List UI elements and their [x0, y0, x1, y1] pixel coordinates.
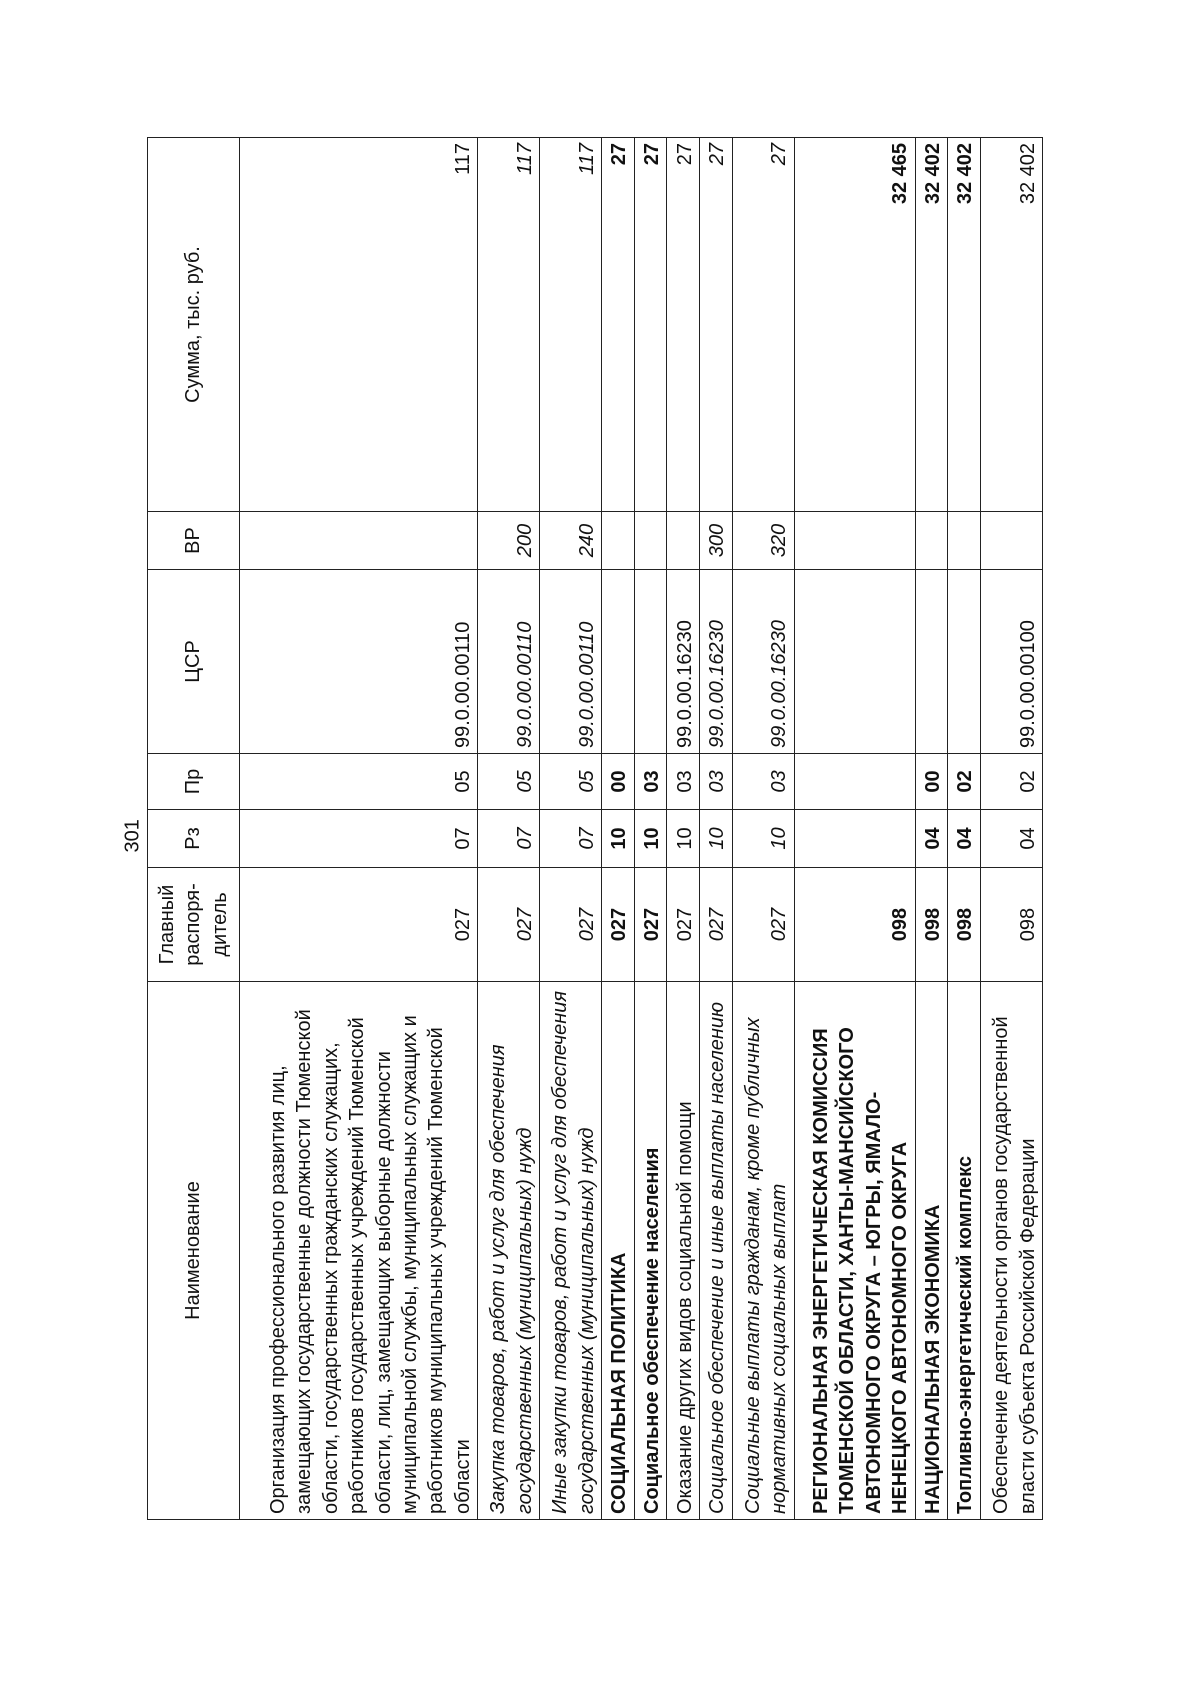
cell-csr: 99.0.00.00110 [540, 570, 602, 754]
cell-pr: 00 [602, 754, 635, 810]
table-row [634, 138, 667, 1520]
cell-gr: 027 [700, 868, 733, 982]
cell-pr [794, 754, 915, 810]
cell-gr: 027 [540, 868, 602, 982]
header-row [148, 138, 240, 1520]
cell-pr: 03 [634, 754, 667, 810]
cell-sum: 32 402 [980, 138, 1042, 512]
cell-name: Обеспечение деятельности органов государственной власти субъекта Российской Федерации [980, 982, 1042, 1520]
cell-name: Закупка товаров, работ и услуг для обеспечения государственных (муниципальных) нужд [478, 982, 540, 1520]
cell-pr: 03 [700, 754, 733, 810]
cell-pr: 02 [980, 754, 1042, 810]
cell-rz: 04 [980, 810, 1042, 868]
cell-vr: 240 [540, 512, 602, 570]
cell-sum: 32 402 [948, 138, 981, 512]
cell-sum: 32 402 [915, 138, 948, 512]
header-pr: Пр [148, 754, 240, 810]
cell-vr [240, 512, 478, 570]
cell-csr [794, 570, 915, 754]
cell-rz: 04 [915, 810, 948, 868]
cell-gr: 027 [602, 868, 635, 982]
table-row [794, 138, 915, 1520]
cell-sum: 117 [240, 138, 478, 512]
cell-name: Социальное обеспечение и иные выплаты населению [700, 982, 733, 1520]
cell-rz: 10 [667, 810, 700, 868]
table-row [667, 138, 700, 1520]
header-gr: Главный распоря-дитель [148, 868, 240, 982]
header-name: Наименование [148, 982, 240, 1520]
cell-vr: 320 [732, 512, 794, 570]
cell-rz: 10 [602, 810, 635, 868]
cell-pr: 05 [240, 754, 478, 810]
table-row [948, 138, 981, 1520]
cell-csr: 99.0.00.16230 [732, 570, 794, 754]
cell-pr: 00 [915, 754, 948, 810]
cell-rz: 10 [700, 810, 733, 868]
cell-csr [634, 570, 667, 754]
cell-csr [602, 570, 635, 754]
cell-csr: 99.0.00.16230 [667, 570, 700, 754]
cell-rz: 10 [732, 810, 794, 868]
cell-gr: 027 [240, 868, 478, 982]
table-row [540, 138, 602, 1520]
cell-gr: 098 [980, 868, 1042, 982]
cell-csr [948, 570, 981, 754]
cell-vr [667, 512, 700, 570]
table-row [915, 138, 948, 1520]
cell-rz: 07 [478, 810, 540, 868]
cell-vr [602, 512, 635, 570]
cell-name: Оказание других видов социальной помощи [667, 982, 700, 1520]
cell-name: НАЦИОНАЛЬНАЯ ЭКОНОМИКА [915, 982, 948, 1520]
table-container [147, 138, 1043, 1520]
cell-name: Организация профессионального развития лиц, замещающих государственные должности Тюменской области, государственных гражданских служащих, работников государственных учреждений Тюменской области, лиц, замещающих выборные должности муниципальной службы, муниципальных служащих и работников муниципальных учреждений Тюменской области [240, 982, 478, 1520]
cell-rz: 10 [634, 810, 667, 868]
header-csr: ЦСР [148, 570, 240, 754]
cell-gr: 027 [478, 868, 540, 982]
cell-gr: 098 [794, 868, 915, 982]
cell-pr: 03 [732, 754, 794, 810]
table-row [602, 138, 635, 1520]
cell-vr [980, 512, 1042, 570]
cell-rz: 07 [240, 810, 478, 868]
cell-gr: 027 [667, 868, 700, 982]
table-row [732, 138, 794, 1520]
header-vr: ВР [148, 512, 240, 570]
cell-sum: 27 [732, 138, 794, 512]
table-row [240, 138, 478, 1520]
cell-vr: 300 [700, 512, 733, 570]
cell-vr [948, 512, 981, 570]
cell-csr: 99.0.00.00110 [478, 570, 540, 754]
header-rz: Рз [148, 810, 240, 868]
cell-sum: 32 465 [794, 138, 915, 512]
cell-sum: 117 [540, 138, 602, 512]
cell-gr: 098 [915, 868, 948, 982]
cell-rz [794, 810, 915, 868]
cell-sum: 27 [602, 138, 635, 512]
cell-sum: 27 [667, 138, 700, 512]
table-row [980, 138, 1042, 1520]
cell-csr: 99.0.00.00110 [240, 570, 478, 754]
cell-name: СОЦИАЛЬНАЯ ПОЛИТИКА [602, 982, 635, 1520]
cell-gr: 027 [732, 868, 794, 982]
cell-name: Иные закупки товаров, работ и услуг для обеспечения государственных (муниципальных) нужд [540, 982, 602, 1520]
cell-csr: 99.0.00.16230 [700, 570, 733, 754]
cell-vr [634, 512, 667, 570]
cell-sum: 27 [634, 138, 667, 512]
table-row [478, 138, 540, 1520]
cell-csr [915, 570, 948, 754]
cell-name: Социальное обеспечение населения [634, 982, 667, 1520]
cell-name: Топливно-энергетический комплекс [948, 982, 981, 1520]
cell-rz: 07 [540, 810, 602, 868]
page-number: 301 [121, 819, 144, 853]
header-sum: Сумма, тыс. руб. [148, 138, 240, 512]
budget-table [147, 137, 1043, 1520]
cell-pr: 03 [667, 754, 700, 810]
cell-csr: 99.0.00.00100 [980, 570, 1042, 754]
table-row [700, 138, 733, 1520]
cell-sum: 27 [700, 138, 733, 512]
cell-name: РЕГИОНАЛЬНАЯ ЭНЕРГЕТИЧЕСКАЯ КОМИССИЯ ТЮМЕНСКОЙ ОБЛАСТИ, ХАНТЫ-МАНСИЙСКОГО АВТОНОМНОГО ОКРУГА – ЮГРЫ, ЯМАЛО-НЕНЕЦКОГО АВТОНОМНОГО ОКРУГА [794, 982, 915, 1520]
cell-pr: 05 [540, 754, 602, 810]
cell-vr [915, 512, 948, 570]
cell-vr: 200 [478, 512, 540, 570]
cell-vr [794, 512, 915, 570]
cell-pr: 02 [948, 754, 981, 810]
cell-gr: 027 [634, 868, 667, 982]
cell-sum: 117 [478, 138, 540, 512]
cell-name: Социальные выплаты гражданам, кроме публичных нормативных социальных выплат [732, 982, 794, 1520]
cell-gr: 098 [948, 868, 981, 982]
cell-pr: 05 [478, 754, 540, 810]
cell-rz: 04 [948, 810, 981, 868]
